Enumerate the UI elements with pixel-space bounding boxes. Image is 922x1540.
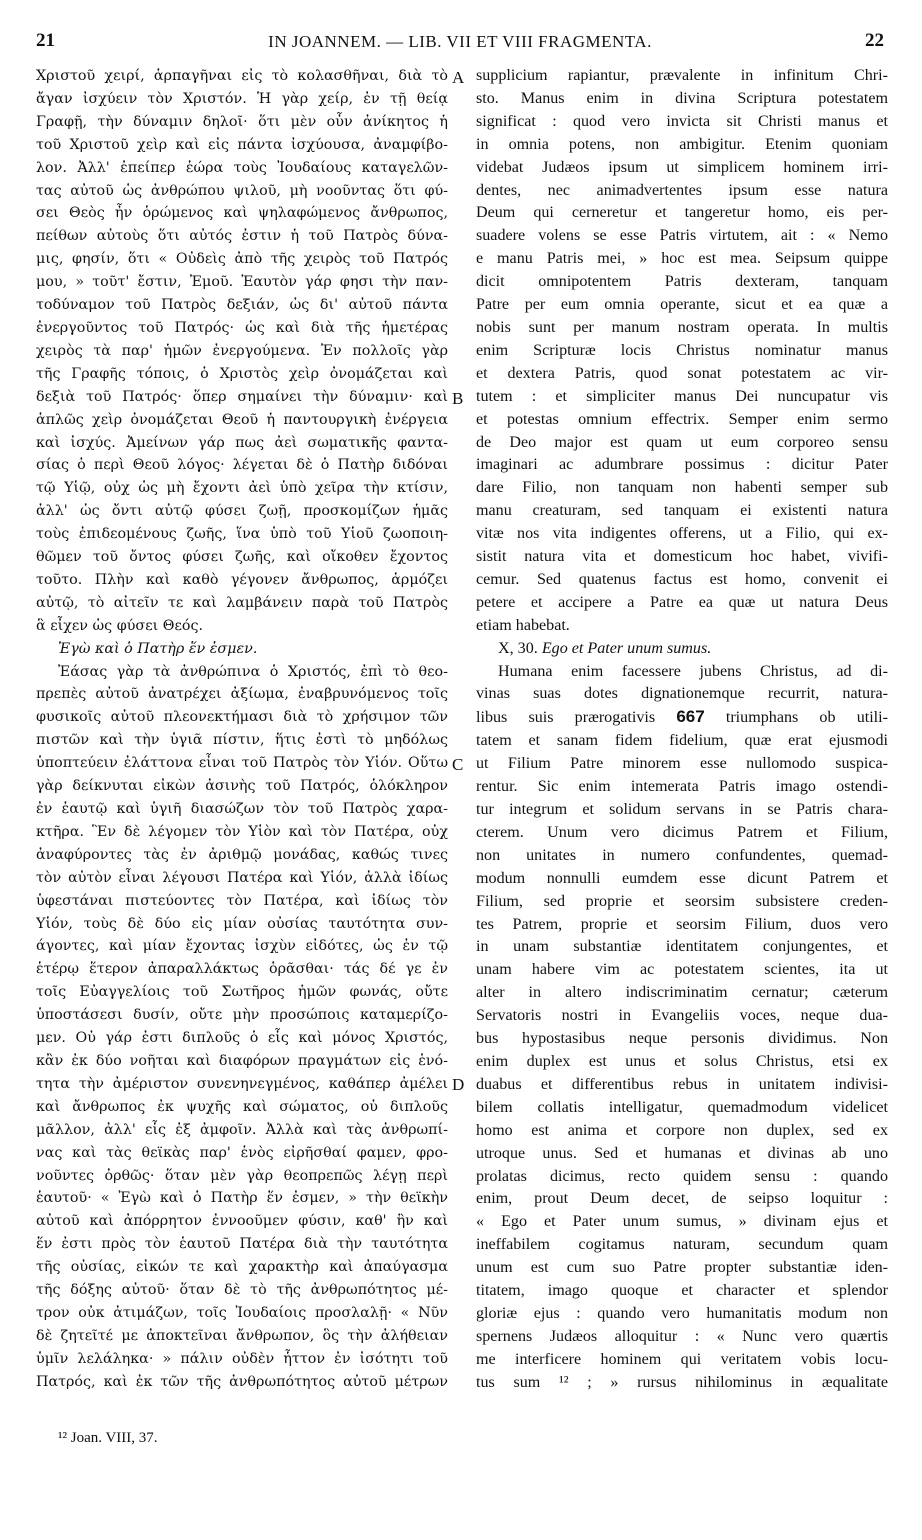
greek-line: ἃ εἶχεν ὡς φύσει Θεός. [36, 617, 204, 634]
greek-line: σίας ὁ περὶ Θεοῦ λόγος· λέγεται δὲ ὁ Πατὴρ διδόναι [36, 457, 448, 474]
margin-marker-b: B [452, 389, 464, 408]
latin-line: duabus et differentibus rebus in unitatem indivisi- [476, 1075, 888, 1093]
greek-line: ὑμῖν λελάληκα· » πάλιν οὐδὲν ἧττον ἐν ἰσότητι τοῦ [36, 1350, 448, 1367]
greek-line: ἐν ἑαυτῷ καὶ ὑγιῆ διασώζων τὸν τοῦ Πατρὸς χαρα- [36, 801, 448, 817]
latin-line: Filium, sed proprie et seorsim subsistere creden- [476, 892, 888, 910]
greek-line: καὶ ἄνθρωπος ἐκ ψυχῆς καὶ σώματος, οὐ διπλοῦς [36, 1098, 448, 1115]
latin-line: me interficere hominem qui veritatem vobis locu- [476, 1350, 888, 1368]
margin-marker-d: D [452, 1075, 465, 1094]
latin-line: tutem : et simpliciter manus Dei nuncupatur vis [476, 387, 888, 405]
greek-line: φυσικοῖς αὐτοῦ πλεονεκτήμασι διὰ τὸ χρήσιμον τῶν [36, 709, 448, 726]
latin-line: enim, prout Deum decet, de seipso loquitur : [476, 1190, 888, 1208]
latin-line: manu creaturam, sed tanquam ei existenti natura [476, 502, 888, 520]
page-number-right: 22 [865, 30, 884, 51]
latin-line: imaginari ac adumbrare possimus : dicitur Pater [476, 456, 888, 474]
latin-line: nobis sunt per manum nostram operata. In multis [476, 318, 888, 336]
latin-line: tur integrum et solidum servans in se Patris chara- [476, 801, 888, 818]
greek-line: πιστῶν καὶ τὴν ὑγιᾶ πίστιν, ἥτις ἐστὶ τὸ μηδόλως [36, 732, 448, 749]
latin-line: titatem, imago quoque et character et splendor [476, 1282, 888, 1300]
greek-line: αὐτῷ, τὸ αἰτεῖν τε καὶ λαμβάνειν παρὰ τοῦ Πατρὸς [36, 594, 448, 611]
greek-line: μις, φησίν, ὅτι « Οὐδεὶς ἀπὸ τῆς χειρὸς τοῦ Πατρός [36, 251, 448, 268]
running-title: IN JOANNEM. — LIB. VII ET VIII FRAGMENTA. [268, 32, 652, 51]
greek-line: κἂν ἐκ δύο νοῆται καὶ διαφόρων πραγμάτων εἰς ἑνό- [36, 1052, 448, 1069]
latin-column [476, 65, 888, 1465]
latin-line: prolatas dicimus, recto quidem sensu : quando [476, 1167, 888, 1185]
latin-line: et potestas omnium effectrix. Semper enim sermo [476, 410, 888, 428]
greek-line: γὰρ δείκνυται εἰκὼν ἀσινὴς τοῦ Πατρός, ὁλόκληρον [36, 778, 448, 795]
greek-line: Πατρός, καὶ ἐκ τῶν τῆς ἀνθρωπότητος αὐτοῦ μέτρων [36, 1373, 448, 1390]
greek-line: ὑποστάσεσι δυσίν, οὔτε μὴν προσώποις καταμερίζο- [36, 1007, 448, 1024]
greek-line: ἑαυτοῦ· « Ἐγὼ καὶ ὁ Πατὴρ ἕν ἐσμεν, » τὴν θεϊκὴν [36, 1190, 448, 1207]
latin-line: rentur. Sic enim intemerata Patris imago ostendi- [476, 778, 888, 796]
greek-line: ἕν ἐστι πρὸς τὸν ἑαυτοῦ Πατέρα διὰ τὴν ταυτότητα [36, 1236, 448, 1253]
latin-line: de Deo major est quam ut eum corporeo sensu [476, 433, 888, 451]
running-header [36, 30, 884, 60]
greek-line: ἄγαν ἰσχύειν τὸν Χριστόν. Ἡ γὰρ χείρ, ἐν τῇ θείᾳ [36, 90, 448, 107]
margin-marker-c: C [452, 755, 464, 774]
greek-line: τρον οὐκ ἀτιμάζων, τοῖς Ἰουδαίοις προσλαλῇ· « Νῦν [36, 1304, 448, 1321]
greek-line: τας αὐτοῦ ὡς ἀνθρώπου ψιλοῦ, μὴ νοοῦντας ὅτι φύ- [36, 182, 448, 199]
greek-column [36, 65, 448, 1465]
latin-line: enim Scripturæ locis Christus nominatur manus [476, 341, 888, 359]
latin-line: enim duplex est unus et solus Christus, etsi ex [476, 1052, 888, 1070]
latin-line: homo est anima et corpore non duplex, sed ex [476, 1121, 888, 1139]
footnote-mark: ¹² [58, 1430, 67, 1446]
greek-line: τῆς δόξης αὐτοῦ· ὅταν δὲ τὸ τῆς ἀνθρωπότητος μέ- [36, 1282, 448, 1299]
greek-line: τῆς οὐσίας, εἰκών τε καὶ χαρακτὴρ καὶ ἀπαύγασμα [36, 1259, 448, 1276]
greek-line: τῷ Υἱῷ, οὐχ ὡς μὴ ἔχοντι ἀεὶ ὑπὸ χεῖρα τὴν κτίσιν, [36, 480, 448, 497]
latin-line: in omnia potens, non ambigitur. Etenim quoniam [476, 135, 888, 153]
greek-line: ἑτέρῳ ἕτερον ἀπαραλλάκτως ὁρᾶσθαι· τάς δέ γε ἐν [36, 961, 448, 978]
greek-line: σει Θεὸς ἦν ὁρώμενος καὶ ψηλαφώμενος ἄνθρωπος, [36, 205, 448, 222]
greek-line: τοῖς Εὐαγγελίοις τοῦ Σωτῆρος ἡμῶν φωνάς, οὔτε [36, 984, 448, 1001]
latin-line: bus hypostasibus neque personis dividimus. Non [476, 1030, 888, 1048]
greek-line: τοῦ Χριστοῦ χεὶρ καὶ εἰς πάντα ἰσχύουσα, ἀναμφίβο- [36, 136, 448, 153]
greek-line: Ἐγὼ καὶ ὁ Πατὴρ ἕν ἐσμεν. [58, 640, 258, 657]
greek-line: θῶμεν τοῦ ὄντος φύσει ζωῆς, καὶ οἴκοθεν ἔχοντος [36, 549, 448, 566]
latin-line: non unitates in numero confundentes, quemad- [476, 846, 888, 864]
greek-line: πείθων αὐτοὺς ὅτι αὐτός ἐστιν ἡ τοῦ Πατρὸς δύνα- [36, 228, 448, 245]
latin-line: ut Filium Patre minorem esse nullomodo suspica- [476, 755, 888, 773]
greek-line: νοῦντες ὀρθῶς· ὅταν μὲν γὰρ θεοπρεπῶς λέγῃ περὶ [36, 1167, 448, 1184]
latin-line: spernens Judæos alloquitur : « Nunc vero quærtis [476, 1327, 888, 1345]
greek-line: τὸν αὐτὸν εἶναι λέγουσι Πατέρα καὶ Υἱόν, ἀλλὰ ἰδίως [36, 869, 448, 886]
latin-line: Humana enim facessere jubens Christus, ad di- [498, 662, 888, 680]
latin-line: sistit natura vita et domesticum hoc habet, vivifi- [476, 548, 888, 566]
greek-line: πρεπὲς αὐτοῦ ἀνατρέχει ἀξίωμα, ἐναβρυνόμενος τοῖς [36, 686, 448, 703]
greek-line: Ἐάσας γὰρ τὰ ἀνθρώπινα ὁ Χριστός, ἐπὶ τὸ θεο- [58, 663, 448, 680]
latin-line: Deum qui cerneretur et tangeretur homo, eis per- [476, 204, 888, 222]
greek-line: δεξιὰ τοῦ Πατρός· ὅπερ σημαίνει τὴν δύναμιν· καὶ [36, 388, 448, 405]
latin-line: unum est cum suo Patre propter substantiæ iden- [476, 1259, 888, 1277]
greek-line: μου, » τοῦτ' ἔστιν, Ἐμοῦ. Ἑαυτὸν γάρ φησι τὴν παν- [36, 274, 448, 291]
latin-line: unam habere vim ac potestatem scientes, ita ut [476, 961, 888, 979]
column-number: 667 [676, 707, 705, 727]
latin-line: et dextera Patris, quod sonat potestatem ac vir- [476, 364, 888, 382]
greek-line: δὲ ζητεῖτέ με ἀποκτεῖναι ἄνθρωπον, ὃς τὴν ἀλήθειαν [36, 1327, 448, 1344]
greek-line: λον. Ἀλλ' ἐπείπερ ἑώρα τοὺς Ἰουδαίους καταγελῶν- [36, 159, 448, 176]
latin-line: cemur. Sed quatenus factus est homo, convenit ei [476, 570, 888, 588]
latin-line: utroque unus. Sed et humanas et divinas ab uno [476, 1144, 888, 1162]
greek-line: ἀλλ' ὡς ὄντι αὐτῷ φύσει ζωῇ, προσκομίζων ἡμᾶς [36, 503, 448, 520]
latin-line: alter in altero indiscriminatim cernatur; cæterum [476, 984, 888, 1002]
latin-line: cterem. Unum vero dicimus Patrem et Filium, [476, 823, 888, 841]
footnote [58, 1430, 158, 1447]
greek-line: νας καὶ τὰς θεϊκὰς παρ' ἑνὸς εἰρῆσθαί φαμεν, φρο- [36, 1144, 448, 1161]
latin-line: videbat Judæos ipsum ut simplicem hominem irri- [476, 158, 888, 176]
latin-line: tatem et sanam fidem fidelium, quæ erat ejusmodi [476, 732, 888, 750]
latin-line: sto. Manus enim in divina Scriptura potestatem [476, 89, 888, 107]
greek-line: τῆς Γραφῆς τόποις, ὁ Χριστὸς χεὶρ ὀνομάζεται καὶ [36, 365, 448, 382]
latin-line: vitæ nos vita indigentes offerens, ut a Filio, qui ex- [476, 525, 888, 543]
greek-line: τητα τὴν ἀμέριστον συνενηνεγμένος, καθάπερ ἀμέλει [36, 1075, 448, 1092]
latin-line: vinas suas dotes dignationemque recurrit, natura- [476, 685, 888, 703]
latin-line: libus suis prærogativis 667 triumphans ob utili- [476, 707, 888, 727]
greek-line: τοδύναμον τοῦ Πατρὸς δεξιάν, ὡς δι' αὐτοῦ πάντα [36, 297, 448, 314]
latin-line: « Ego et Pater unum sumus, » divinam ejus et [476, 1213, 888, 1231]
latin-line: significat : quod vero invicta sit Christi manus et [476, 112, 888, 130]
latin-line: modum nonnulli eumdem esse dicunt Patrem et [476, 869, 888, 887]
latin-line: X, 30. Ego et Pater unum sumus. [498, 639, 712, 657]
latin-line: etiam habebat. [476, 616, 570, 634]
latin-line: petere et accipere a Patre ea quæ ut natura Deus [476, 593, 888, 611]
latin-line: suadere volens se esse Patris virtutem, ait : « Nemo [476, 227, 888, 245]
greek-line: μᾶλλον, ἀλλ' εἷς ἐξ ἀμφοῖν. Ἀλλὰ καὶ τὰς ἀνθρωπί- [36, 1121, 448, 1138]
greek-line: καὶ ἰσχύς. Ἀμείνων γάρ πως ἀεὶ σωματικῆς φαντα- [36, 434, 448, 451]
page-number-left: 21 [36, 30, 55, 51]
greek-line: τοὺς ἐπιδεομένους ζωῆς, ἵνα ὑπὸ τοῦ Υἱοῦ ζωοποιη- [36, 526, 448, 543]
greek-line: ἀναφύροντες τὰς ἐν ἀριθμῷ μονάδας, καθώς τινες [36, 846, 448, 863]
greek-line: άγοντες, καὶ μίαν ἔχοντας ἰσχὺν εἰδότες, ὡς ἐν τῷ [36, 938, 448, 955]
greek-line: τοῦτο. Πλὴν καὶ καθὸ γέγονεν ἄνθρωπος, ἁρμόζει [36, 571, 448, 588]
greek-line: κτῆρα. Ἓν δὲ λέγομεν τὸν Υἱὸν καὶ τὸν Πατέρα, οὐχ [36, 823, 448, 840]
latin-line: in unam substantiæ identitatem conjungentes, et [476, 938, 888, 956]
greek-line: Γραφῇ, τὴν δύναμιν δηλοῖ· ὅτι μὲν οὖν ἀνίκητος ἡ [36, 113, 448, 130]
latin-line: tes Patrem, proprie et seorsim Filium, duos vero [476, 915, 888, 933]
greek-line: ὑποπτεύειν ἐλάττονα εἶναι τοῦ Πατρὸς τὸν Υἱόν. Οὕτω [36, 755, 448, 772]
latin-line: dicit omnipotentem Patris dexteram, tanquam [476, 273, 888, 291]
latin-line: supplicium rapiantur, prævalente in infinitum Chri- [476, 67, 888, 84]
footnote-text: Joan. VIII, 37. [70, 1430, 158, 1446]
latin-line: Servatoris nostri in Evangeliis voces, neque dua- [476, 1007, 888, 1025]
latin-line: e manu Patris mei, » hoc est mea. Seipsum quippe [476, 250, 888, 268]
margin-marker-a: A [452, 68, 465, 87]
latin-line: Patre per eum omnia operante, sicut et ea quæ a [476, 296, 888, 314]
greek-line: ἁπλῶς χεὶρ ὀνομάζεται Θεοῦ ἡ παντουργικὴ ἐνέργεια [36, 411, 448, 428]
greek-line: ὑφεστάναι πιστεύοντες τὸν Πατέρα, καὶ ἰδίως τὸν [36, 892, 448, 909]
latin-line: tus sum ¹² ; » rursus nihilominus in æqualitate [476, 1373, 888, 1391]
latin-line: dentes, nec animadvertentes ipsum esse natura [476, 181, 888, 199]
greek-line: χειρὸς τὰ παρ' ἡμῶν ἐνεργούμενα. Ἐν πολλοῖς γὰρ [36, 342, 448, 359]
greek-line: ἐνεργοῦντος τοῦ Πατρός· ὡς καὶ διὰ τῆς ἡμετέρας [36, 319, 448, 336]
greek-line: Υἱόν, τοὺς δὲ δύο εἰς μίαν οὐσίας ταυτότητα συν- [36, 915, 448, 932]
latin-line: gloriæ ejus : quando vero humanitatis modum non [476, 1304, 888, 1322]
latin-line: ineffabilem cogitamus naturam, secundum quam [476, 1236, 888, 1254]
greek-line: αὐτοῦ καὶ ἀπόρρητον ἐννοοῦμεν φύσιν, καθ' ἣν καὶ [36, 1213, 448, 1230]
greek-line: Χριστοῦ χειρί, ἁρπαγῆναι εἰς τὸ κολασθῆναι, διὰ τὸ [36, 68, 448, 84]
greek-line: μεν. Οὐ γάρ ἐστι διπλοῦς ὁ εἷς καὶ μόνος Χριστός, [36, 1030, 448, 1047]
latin-line: bilem collatis intelligatur, quemadmodum videlicet [476, 1098, 888, 1116]
latin-line: dare Filio, non tanquam non habenti semper sub [476, 479, 888, 497]
